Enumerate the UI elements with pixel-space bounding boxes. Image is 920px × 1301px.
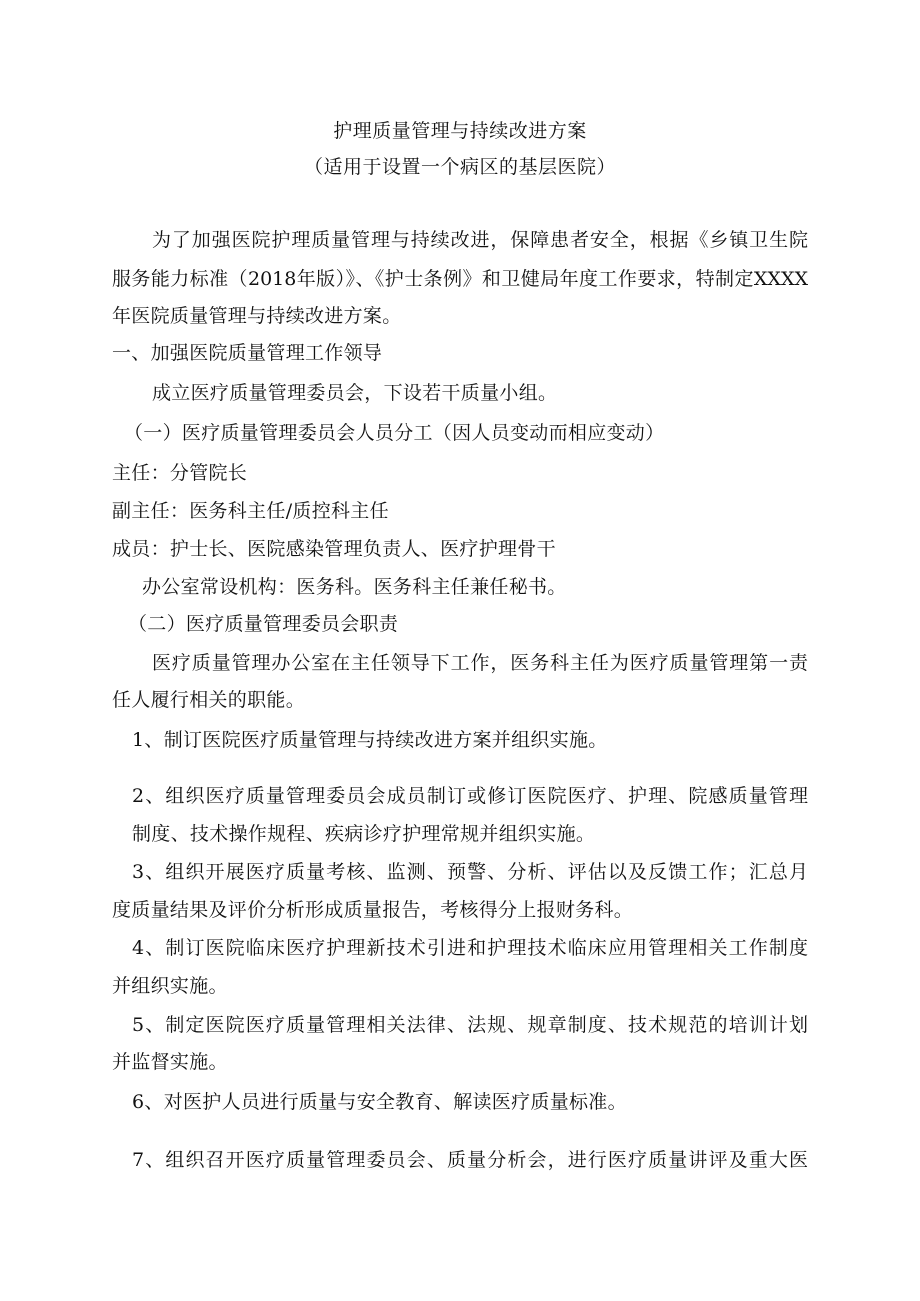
duty-line-1: 医疗质量管理办公室在主任领导下工作，医务科主任为医疗质量管理第一责 <box>152 652 808 674</box>
subsection-1-heading: （一）医疗质量管理委员会人员分工（因人员变动而相应变动） <box>124 422 665 444</box>
section-1-paragraph: 成立医疗质量管理委员会，下设若干质量小组。 <box>152 382 558 404</box>
office-line: 办公室常设机构：医务科。医务科主任兼任秘书。 <box>142 576 567 598</box>
members-line: 成员：护士长、医院感染管理负责人、医疗护理骨干 <box>112 538 556 560</box>
document-subtitle: （适用于设置一个病区的基层医院） <box>303 156 616 178</box>
item-2-line-1: 2、组织医疗质量管理委员会成员制订或修订医院医疗、护理、院感质量管理 <box>132 785 808 807</box>
item-3-line-1: 3、组织开展医疗质量考核、监测、预警、分析、评估以及反馈工作；汇总月 <box>132 861 808 883</box>
item-5-line-1: 5、制定医院医疗质量管理相关法律、法规、规章制度、技术规范的培训计划 <box>132 1014 808 1036</box>
deputy-director-line: 副主任：医务科主任/质控科主任 <box>112 500 389 522</box>
item-1: 1、制订医院医疗质量管理与持续改进方案并组织实施。 <box>132 729 608 751</box>
intro-line-3: 年医院质量管理与持续改进方案。 <box>112 305 402 327</box>
subsection-2-heading: （二）医疗质量管理委员会职责 <box>128 613 399 635</box>
item-4-line-1: 4、制订医院临床医疗护理新技术引进和护理技术临床应用管理相关工作制度 <box>132 937 808 959</box>
item-3-line-2: 度质量结果及评价分析形成质量报告，考核得分上报财务科。 <box>112 899 634 921</box>
intro-line-1: 为了加强医院护理质量管理与持续改进，保障患者安全，根据《乡镇卫生院 <box>152 229 808 251</box>
item-2-line-2: 制度、技术操作规程、疾病诊疗护理常规并组织实施。 <box>132 823 596 845</box>
intro-line-2: 服务能力标准（2018年版）》、《护士条例》和卫健局年度工作要求，特制定XXXX <box>112 268 808 290</box>
duty-line-2: 任人履行相关的职能。 <box>112 689 306 711</box>
section-1-heading: 一、加强医院质量管理工作领导 <box>112 342 383 364</box>
item-4-line-2: 并组织实施。 <box>112 975 228 997</box>
item-7-line-1: 7、组织召开医疗质量管理委员会、质量分析会，进行医疗质量讲评及重大医 <box>132 1149 808 1171</box>
document-title: 护理质量管理与持续改进方案 <box>333 120 587 142</box>
item-6: 6、对医护人员进行质量与安全教育、解读医疗质量标准。 <box>132 1091 627 1113</box>
director-line: 主任：分管院长 <box>112 462 248 484</box>
item-5-line-2: 并监督实施。 <box>112 1051 228 1073</box>
